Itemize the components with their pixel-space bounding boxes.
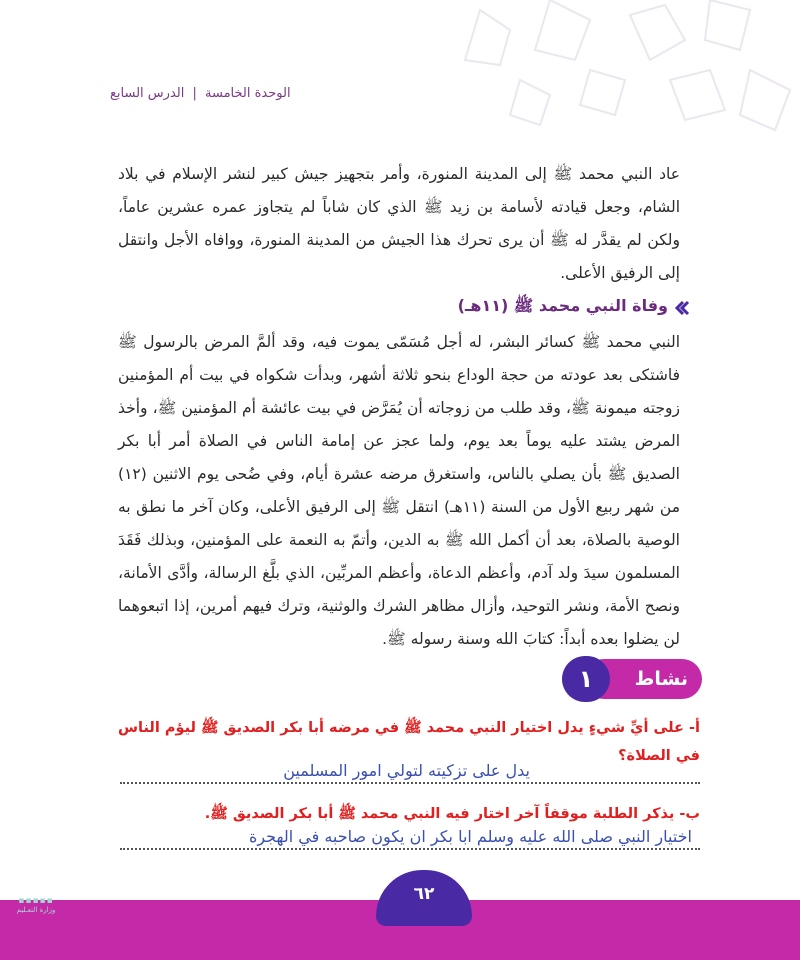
answer-b-field[interactable]: اختيار النبي صلى الله عليه وسلم ابا بكر ان يكون صاحبه في الهجرة [120,826,700,850]
decorative-pattern [440,0,800,150]
activity-label: نشاط [584,659,702,699]
header-unit: الوحدة الخامسة [205,86,291,101]
answer-a-field[interactable]: يدل على تزكيته لتولي امور المسلمين [120,760,700,784]
activity-number: ١ [562,656,610,702]
running-header [110,86,291,101]
header-separator: | [192,86,197,101]
activity-badge [562,656,702,702]
page-number: ٦٢ [376,870,472,926]
header-lesson: الدرس السابع [110,86,185,101]
ministry-logo-mark: ▪▪▪▪▪ [18,896,54,906]
question-b: ب- يذكر الطلبة موقفاً آخر اختار فيه النبي محمد ﷺ أبا بكر الصديق ﷺ. [204,806,700,822]
double-chevron-icon [674,300,690,316]
question-a: أ- على أيِّ شيءٍ يدل اختيار النبي محمد ﷺ في مرضه أبا بكر الصديق ﷺ ليؤم الناس في الصلاة؟ [118,720,700,764]
death-paragraph: النبي محمد ﷺ كسائر البشر، له أجل مُسَمّى يموت فيه، وقد ألمَّ المرض بالرسول ﷺ فاشتكى بعد عودته من حجة الوداع بنحو ثلاثة أشهر، وبدأت شكواه في بيت أم المؤمنين زوجته ميمونة ﷺ، وقد طلب من زوجاته أن يُمَرَّض في بيت عائشة أم المؤمنين ﷺ، وأخذ المرض يشتد عليه يوماً بعد يوم، ولما عجز عن إمامة الناس في الصلاة أمر أبا بكر الصديق ﷺ بأن يصلي بالناس، واستغرق مرضه عشرة أيام، وفي ضُحى يوم الاثنين (١٢) من شهر ربيع الأول من السنة (١١هـ) انتقل ﷺ إلى الرفيق الأعلى، وكان آخر ما نطق به الوصية بالصلاة، بعد أن أكمل الله ﷺ به الدين، وأتمّ به النعمة على المؤمنين، وبذلك فَقَدَ المسلمون سيدَ ولد آدم، وأعظم الدعاة، وأعظم المربِّين، الذي بلَّغ الرسالة، وأدَّى الأمانة، ونصح الأمة، ونشر التوحيد، وأزال مظاهر الشرك والوثنية، وترك فيهم أمرين، إذا اتبعوهما لن يضلوا بعده أبداً: كتابَ الله وسنة رسوله ﷺ. [118,333,680,648]
ministry-logo [6,896,66,926]
intro-paragraph: عاد النبي محمد ﷺ إلى المدينة المنورة، وأمر بتجهيز جيش كبير لنشر الإسلام في بلاد الشام، وجعل قيادته لأسامة بن زيد ﷺ الذي كان شاباً لم يتجاوز عمره عشرين عاماً، ولكن لم يقدَّر له ﷺ أن يرى تحرك هذا الجيش من المدينة المنورة، ووافاه الأجل وانتقل إلى الرفيق الأعلى. [118,165,680,282]
section-title-text: وفاة النبي محمد ﷺ (١١هـ) [457,296,668,315]
ministry-logo-text: وزارة التعـليم [16,906,56,914]
section-heading [458,296,690,319]
